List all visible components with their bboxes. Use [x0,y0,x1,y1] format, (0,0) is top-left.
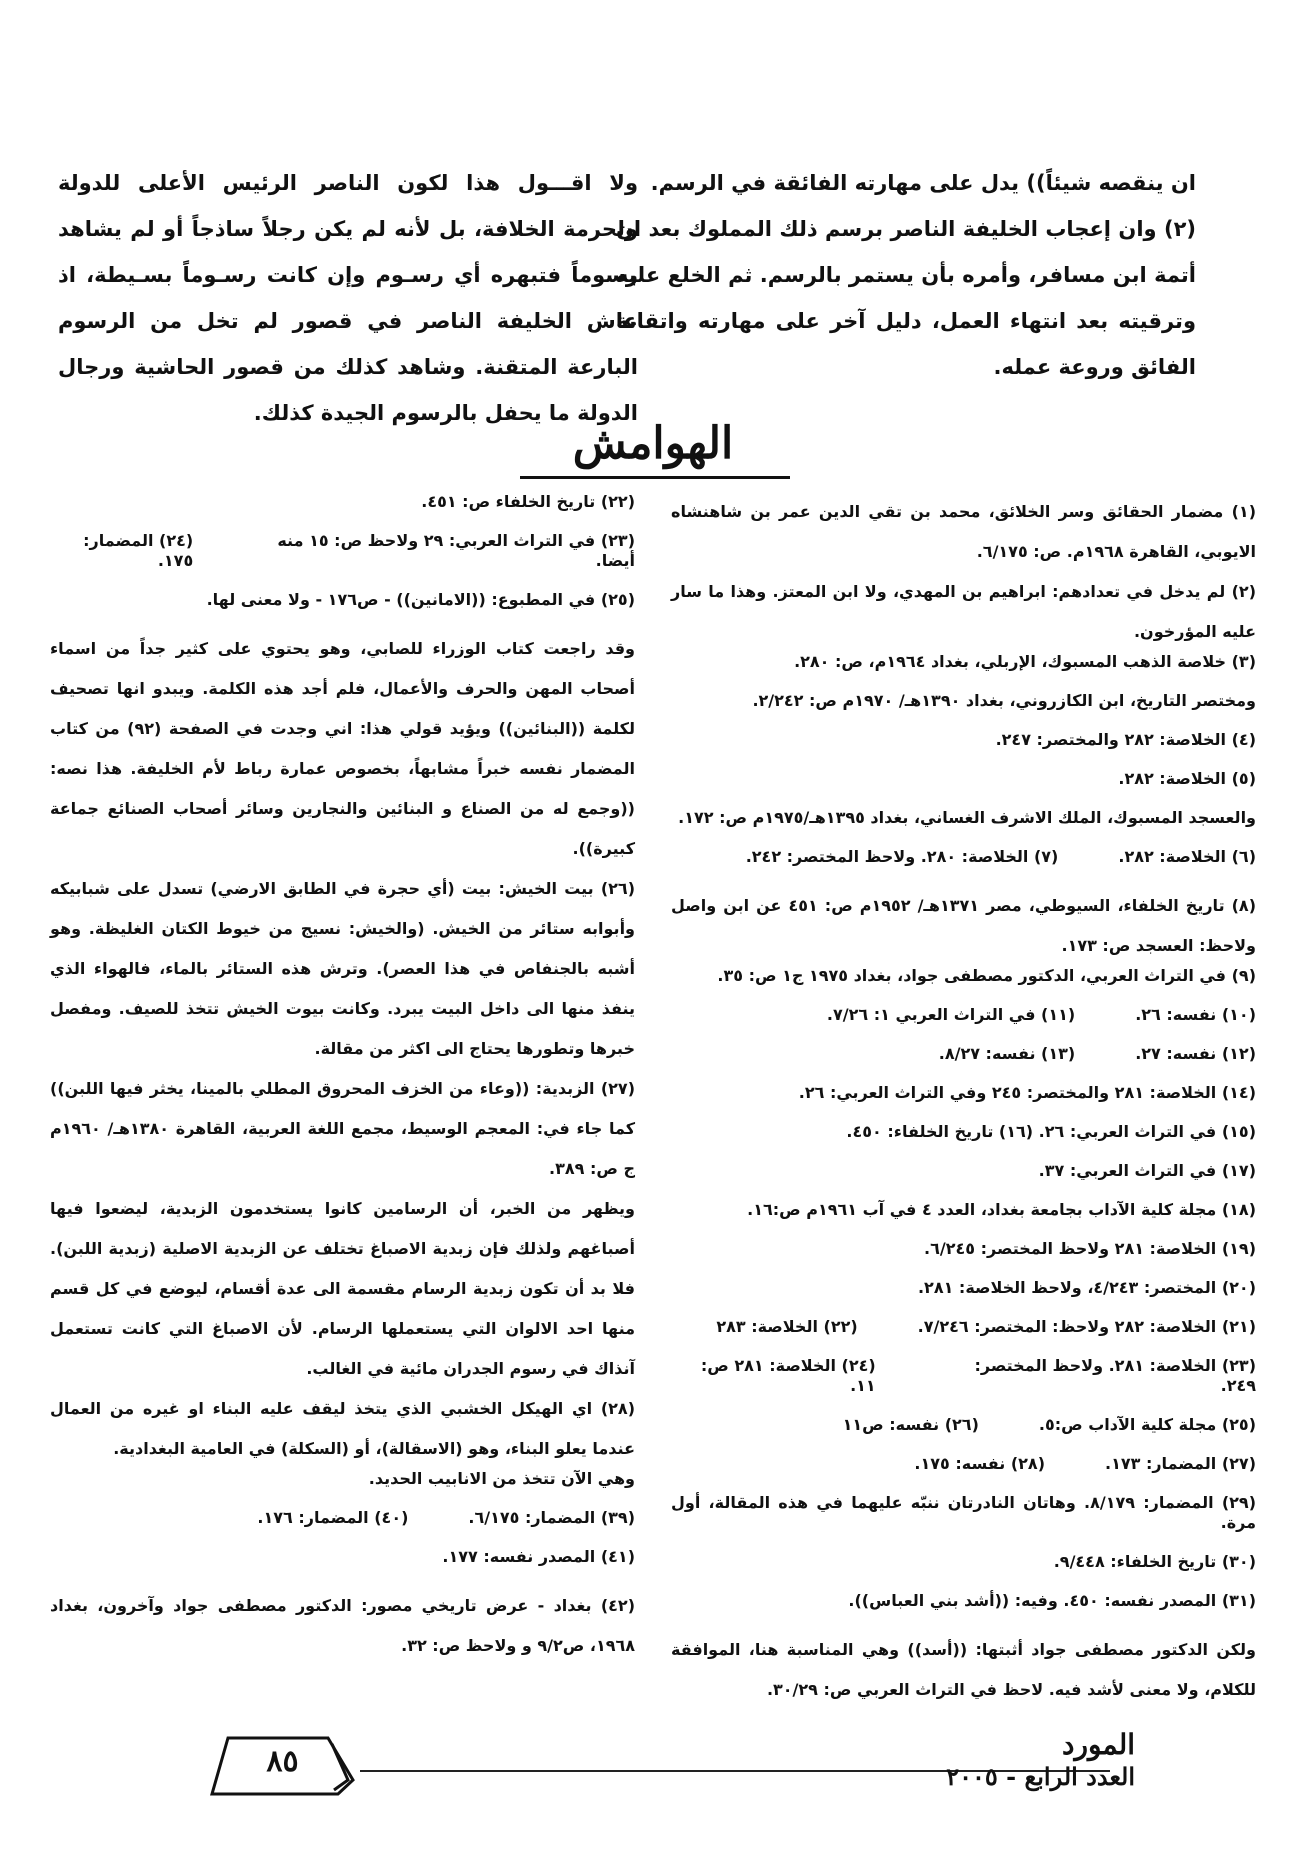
note-pair [671,1317,1256,1337]
footnote: وقد راجعت كتاب الوزراء للصابي، وهو يحتوي على كثير جداً من اسماء أصحاب المهن والحرف والأعمال، فلم أجد هذه الكلمة. ويبدو انها تصحيف لكلمة ((البنائين)) ويؤيد قولي هذا: اني وجدت في الصفحة (٩٢) من كتاب المضمار نفسه خبراً مشابهاً، بخصوص عمارة رباط لأم الخليفة. هذا نصه: ((وجمع له من الصناع و البنائين والنجارين وسائر أصحاب الصنائع جماعة كبيرة)). [50,639,635,858]
footnote: (١٥) في التراث العربي: ٢٦. (١٦) تاريخ الخلفاء: ٤٥٠. [846,1122,1256,1141]
notes-column-right [671,492,1256,1710]
footnote: (٢١) الخلاصة: ٢٨٢ ولاحظ: المختصر: ٧/٢٤٦. [917,1317,1256,1336]
title-underline [520,476,790,479]
journal-issue: العدد الرابع - ٢٠٠٥ [946,1762,1135,1791]
footnote: (٣١) المصدر نفسه: ٤٥٠. وفيه: ((أشد بني العباس)). [848,1591,1256,1610]
footnote: (٢٥) مجلة كلية الآداب ص:٥. [1038,1415,1256,1434]
footnote: (٢٢) الخلاصة: ٢٨٣ [716,1317,858,1336]
footnote: (٤١) المصدر نفسه: ١٧٧. [442,1547,635,1566]
footnote: (٢٦) نفسه: ص١١ [842,1415,979,1434]
footnote: (٤) الخلاصة: ٢٨٢ والمختصر: ٢٤٧. [995,730,1256,749]
note-pair [671,1415,1256,1435]
footnote: (٢٧) الزبدية: ((وعاء من الخزف المحروق المطلي بالمينا، يخثر فيها اللبن)) كما جاء في: المعجم الوسيط، مجمع اللغة العربية، القاهرة ١٣٨٠هـ/ ١٩٦٠م ج ص: ٣٨٩. [50,1079,635,1178]
footnote: (١٣) نفسه: ٨/٢٧. [938,1044,1076,1063]
footnote: (٢٥) في المطبوع: ((الامانين)) - ص١٧٦ - ولا معنى لها. [206,590,635,609]
footnote: (١١) في التراث العربي ١: ٧/٢٦. [826,1005,1076,1024]
footnote: (٢٧) المضمار: ١٧٣. [1105,1454,1256,1473]
footnote: (١٤) الخلاصة: ٢٨١ والمختصر: ٢٤٥ وفي التراث العربي: ٢٦. [798,1083,1256,1102]
footnote: (١٠) نفسه: ٢٦. [1135,1005,1256,1024]
footnote: (٣٩) المضمار: ٦/١٧٥. [468,1508,635,1527]
footnote: (٨) تاريخ الخلفاء، السيوطي، مصر ١٣٧١هـ/ ١٩٥٢م ص: ٤٥١ عن ابن واصل ولاحظ: العسجد ص: ١٧٣. [671,896,1256,955]
note-pair [50,1508,635,1528]
footnote: (٢٠) المختصر: ٤/٢٤٣، ولاحظ الخلاصة: ٢٨١. [917,1278,1256,1297]
footnote: (٩) في التراث العربي، الدكتور مصطفى جواد، بغداد ١٩٧٥ ج١ ص: ٣٥. [717,966,1256,985]
body-paragraph: ولا اقـــول هذا لكون الناصر الرئيس الأعلى للدولة ولحرمة الخلافة، بل لأنه لم يكن رجلاً ساذجاً أو لم يشاهد رسوماً فتبهره أي رسـوم وإن كانت رسـوماً بسـيطة، اذ عاش الخليفة الناصر في قصور لم تخل من الرسوم البارعة المتقنة. وشاهد كذلك من قصور الحاشية ورجال الدولة ما يحفل بالرسوم الجيدة كذلك. [58,171,638,425]
footnote: (١٢) نفسه: ٢٧. [1135,1044,1256,1063]
footnote: (٢٦) بيت الخيش: بيت (أي حجرة في الطابق الارضي) تسدل على شبابيكه وأبوابه ستائر من الخيش. (والخيش: نسيج من خيوط الكتان الغليظة. وهو أشبه بالجنفاص في هذا العصر). وترش هذه الستائر بالماء، فالهواء الذي ينفذ منها الى داخل البيت يبرد. وكانت بيوت الخيش تتخذ للصيف. ومفصل خبرها وتطورها يحتاج الى اكثر من مقالة. [50,879,635,1058]
body-column-left [58,160,638,436]
footnote: ولكن الدكتور مصطفى جواد أثبتها: ((أسد)) وهي المناسبة هنا، الموافقة للكلام، ولا معنى لأشد فيه. لاحظ في التراث العربي ص: ٣٠/٢٩. [671,1640,1256,1699]
note-pair [671,847,1256,867]
footnote: (٥) الخلاصة: ٢٨٢. [1118,769,1256,788]
footnote: (٢٣) الخلاصة: ٢٨١. ولاحظ المختصر: ٢٤٩. [974,1356,1256,1395]
footnote: (٢٨) نفسه: ١٧٥. [914,1454,1045,1473]
footnote: (٣) خلاصة الذهب المسبوك، الإربلي، بغداد ١٩٦٤م، ص: ٢٨٠. [794,652,1256,671]
notes-heading [0,418,1306,469]
body-paragraph: (٢) وان إعجاب الخليفة الناصر برسم ذلك المملوك بعد ان أتمة ابن مسافر، وأمره بأن يستمر بالرسم. ثم الخلع عليه وترقيته بعد انتهاء العمل، دليل آخر على مهارته واتقانة الفائق وروعة عمله. [616,217,1196,379]
footnote: (١٨) مجلة كلية الآداب بجامعة بغداد، العدد ٤ في آب ١٩٦١م ص:١٦. [747,1200,1256,1219]
footnote: ومختصر التاريخ، ابن الكازروني، بغداد ١٣٩٠هـ/ ١٩٧٠م ص: ٢/٢٤٢. [752,691,1256,710]
page-number: ٨٥ [266,1744,299,1779]
footnote: (٤٠) المضمار: ١٧٦. [257,1508,409,1527]
footnote: (٢) لم يدخل في تعدادهم: ابراهيم بن المهدي، ولا ابن المعتز. وهذا ما سار عليه المؤرخون. [671,582,1256,641]
body-column-right [616,160,1196,390]
footnote: (٢٣) في التراث العربي: ٢٩ ولاحظ ص: ١٥ منه أيضا. [277,531,635,570]
notes-column-left [50,492,635,1666]
note-pair [50,531,635,571]
page-number-box [210,1736,355,1796]
journal-name: المورد [1062,1728,1135,1761]
footnote: (١٩) الخلاصة: ٢٨١ ولاحظ المختصر: ٦/٢٤٥. [924,1239,1256,1258]
footnote: ويظهر من الخبر، أن الرسامين كانوا يستخدمون الزبدية، ليضعوا فيها أصباغهم ولذلك فإن زبدية الاصباغ تختلف عن الزبدية الاصلية (زبدية اللبن). فلا بد أن تكون زبدية الرسام مقسمة الى عدة أقسام، ليوضع في كل قسم منها احد الالوان التي يستعملها الرسام. لأن الاصباغ التي كانت تستعمل آنذاك في رسوم الجدران مائية في الغالب. [50,1199,635,1378]
notes-title: الهوامش [572,418,734,469]
note-pair [671,1356,1256,1396]
footnote: (٤٢) بغداد - عرض تاريخي مصور: الدكتور مصطفى جواد وآخرون، بغداد ١٩٦٨، ص٩/٢ و ولاحظ ص: ٣٢. [50,1596,635,1655]
footnote: (٢٤) الخلاصة: ٢٨١ ص: ١١. [700,1356,876,1395]
footnote: (٦) الخلاصة: ٢٨٢. [1118,847,1256,866]
footnote: (١٧) في التراث العربي: ٣٧. [1038,1161,1256,1180]
note-pair [671,1044,1256,1064]
footnote: (٢٢) تاريخ الخلفاء ص: ٤٥١. [421,492,635,511]
note-pair [671,1005,1256,1025]
footnote: (٢٨) اي الهيكل الخشبي الذي يتخذ ليقف عليه البناء او غيره من العمال عندما يعلو البناء، وهو (الاسقالة)، أو (السكلة) في العامية البغدادية. [50,1399,635,1458]
note-pair [671,1454,1256,1474]
footnote: (٧) الخلاصة: ٢٨٠. ولاحظ المختصر: ٢٤٢. [745,847,1059,866]
body-paragraph: ان ينقصه شيئاً)) يدل على مهارته الفائقة في الرسم. [650,171,1196,195]
footnote: والعسجد المسبوك، الملك الاشرف الغساني، بغداد ١٣٩٥هـ/١٩٧٥م ص: ١٧٢. [678,808,1256,827]
footnote: وهي الآن تتخذ من الانابيب الحديد. [368,1469,635,1488]
footnote: (٢٤) المضمار: ١٧٥. [83,531,194,570]
footnote: (٢٩) المضمار: ٨/١٧٩. وهاتان النادرتان ننبّه عليهما في هذه المقالة، أول مرة. [671,1493,1256,1532]
journal-masthead [900,1728,1135,1792]
footnote: (٣٠) تاريخ الخلفاء: ٩/٤٤٨. [1053,1552,1256,1571]
footnote: (١) مضمار الحقائق وسر الخلائق، محمد بن تقي الدين عمر بن شاهنشاه الايوبي، القاهرة ١٩٦٨م. ص: ٦/١٧٥. [671,502,1256,561]
